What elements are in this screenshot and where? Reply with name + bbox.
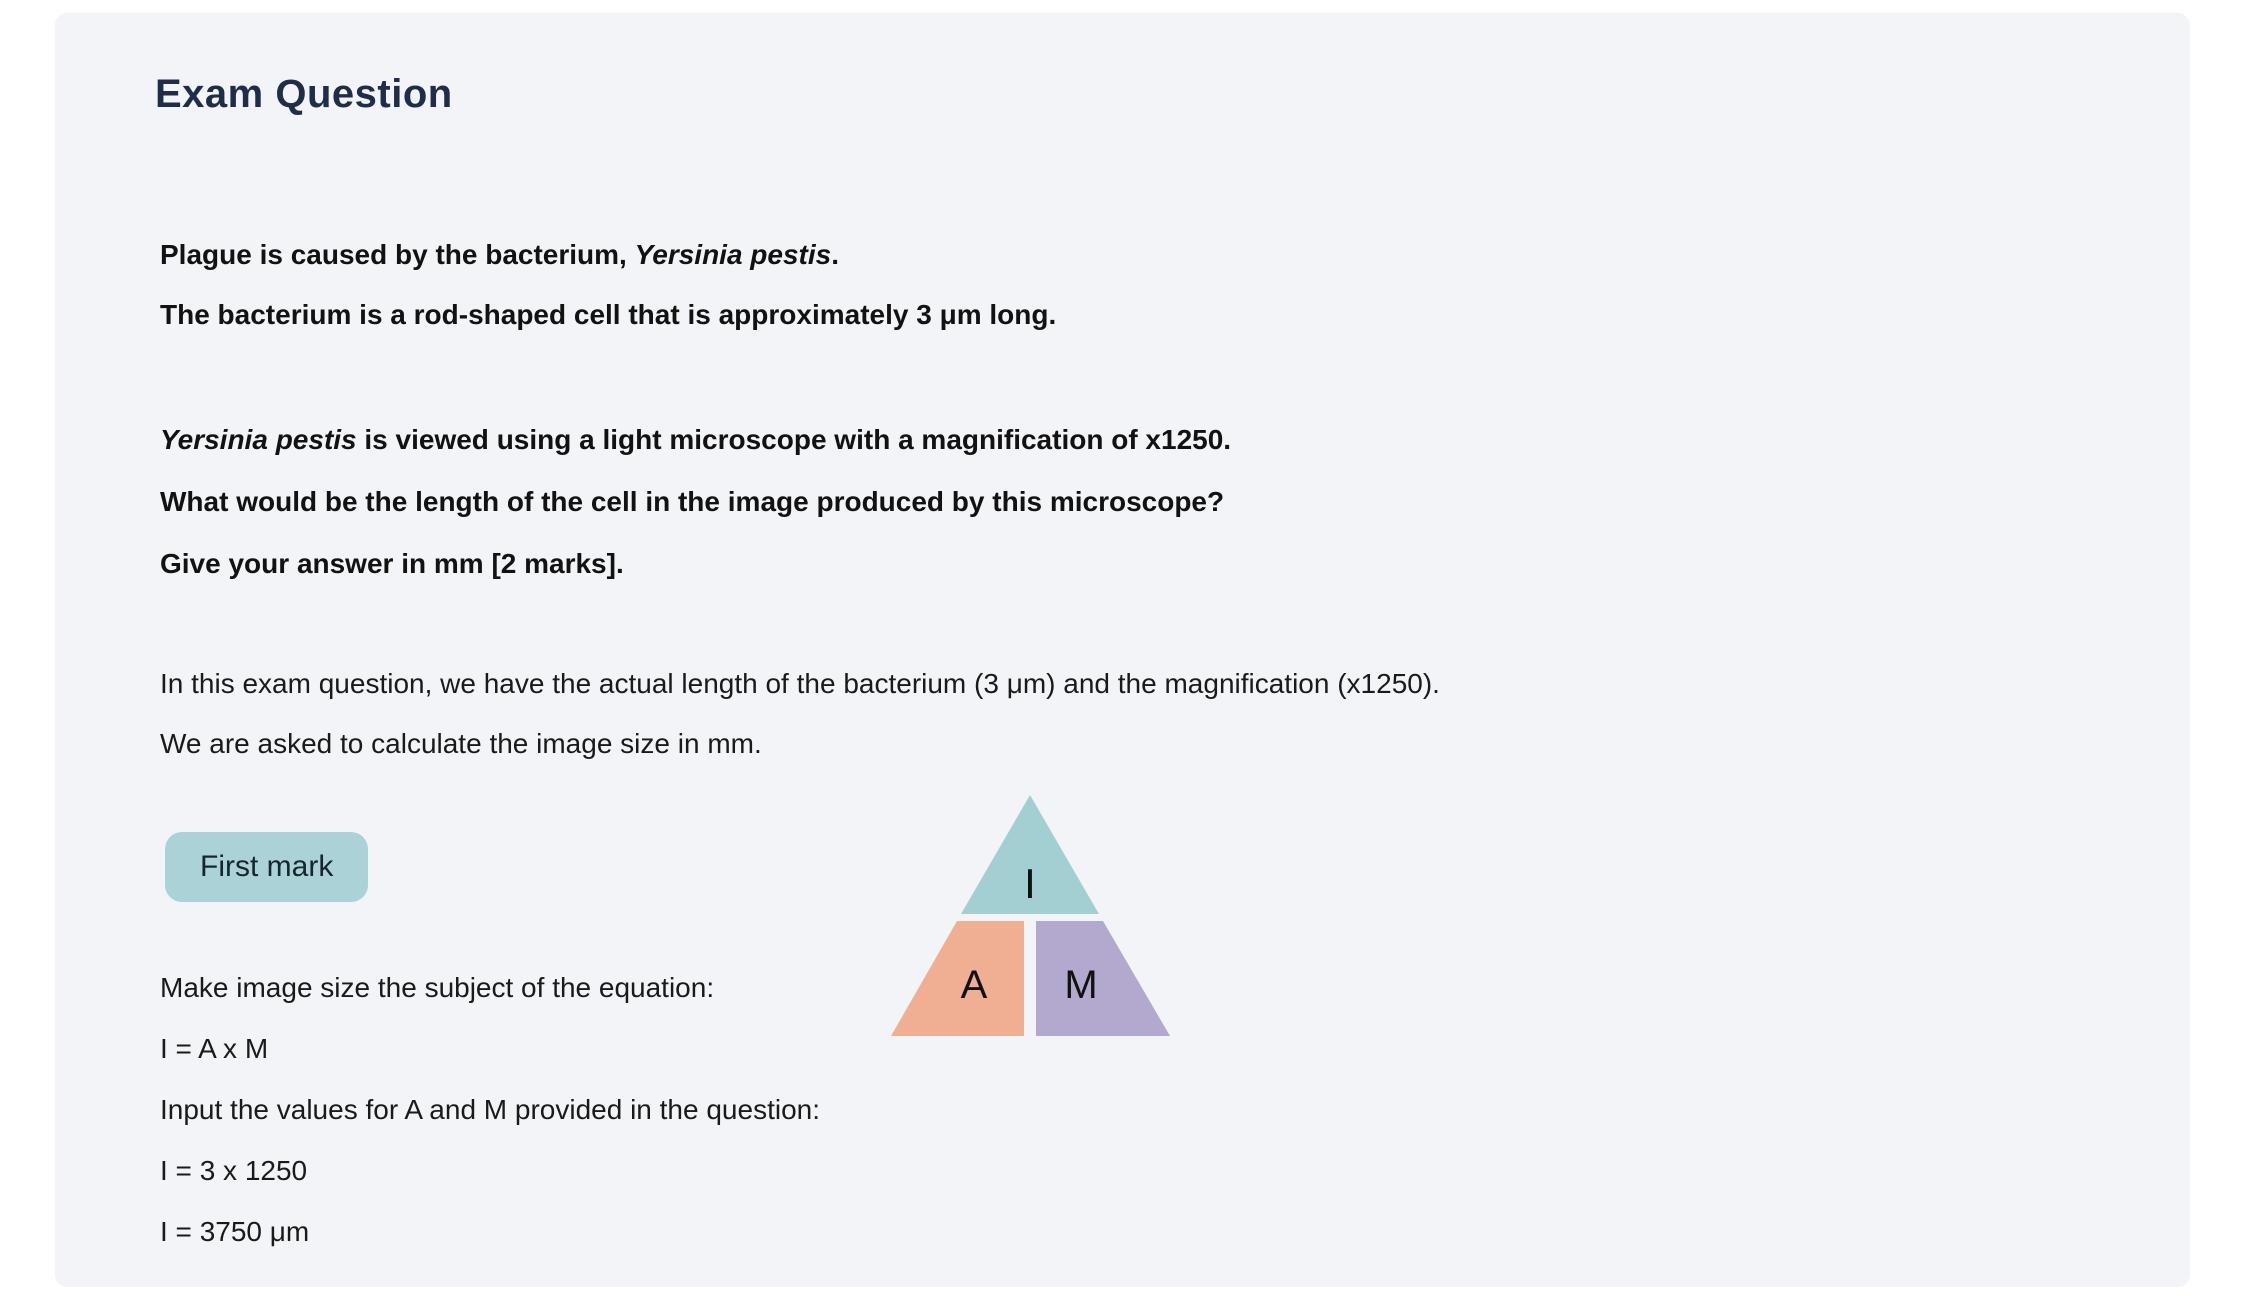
explanation-paragraph [160, 654, 1440, 774]
explanation-line-2: We are asked to calculate the image size in mm. [160, 728, 762, 759]
triangle-label-I: I [1024, 860, 1036, 907]
working-line-3: Input the values for A and M provided in the question: [160, 1094, 820, 1125]
question-intro-line-1-pre: Plague is caused by the bacterium, [160, 239, 635, 270]
question-intro-line-1-post: . [831, 239, 840, 270]
working-line-2: I = A x M [160, 1033, 269, 1064]
question-task-line-2: What would be the length of the cell in the image produced by this microscope? [160, 486, 1225, 517]
question-task-line-1 [160, 409, 1231, 471]
explanation-line-1: In this exam question, we have the actual length of the bacterium (3 μm) and the magnification (x1250). [160, 668, 1440, 699]
triangle-label-A: A [960, 963, 988, 1007]
formula-triangle-svg [888, 794, 1172, 1038]
triangle-label-M: M [1064, 963, 1098, 1007]
species-name-italic: Yersinia pestis [634, 239, 832, 270]
first-mark-badge-label: First mark [200, 850, 334, 883]
working-line-4: I = 3 x 1250 [160, 1155, 308, 1186]
triangle-left-section-actual-size [891, 921, 1024, 1036]
exam-question-card [55, 13, 2190, 1287]
question-task-paragraph [160, 409, 1231, 595]
working-paragraph [160, 957, 820, 1262]
formula-triangle-diagram [888, 794, 1172, 1038]
working-line-1: Make image size the subject of the equation: [160, 972, 715, 1003]
first-mark-badge [165, 832, 368, 902]
question-task-line-1-post: is viewed using a light microscope with a magnification of x1250. [356, 424, 1232, 455]
species-name-italic: Yersinia pestis [160, 424, 357, 455]
triangle-right-section-magnification [1036, 921, 1170, 1036]
question-intro-line-1 [160, 225, 1056, 285]
question-task-line-3: Give your answer in mm [2 marks]. [160, 548, 624, 579]
question-intro-paragraph [160, 225, 1056, 345]
question-intro-line-2: The bacterium is a rod-shaped cell that is approximately 3 μm long. [160, 299, 1057, 330]
page-title: Exam Question [155, 72, 453, 116]
working-line-5: I = 3750 μm [160, 1216, 310, 1247]
